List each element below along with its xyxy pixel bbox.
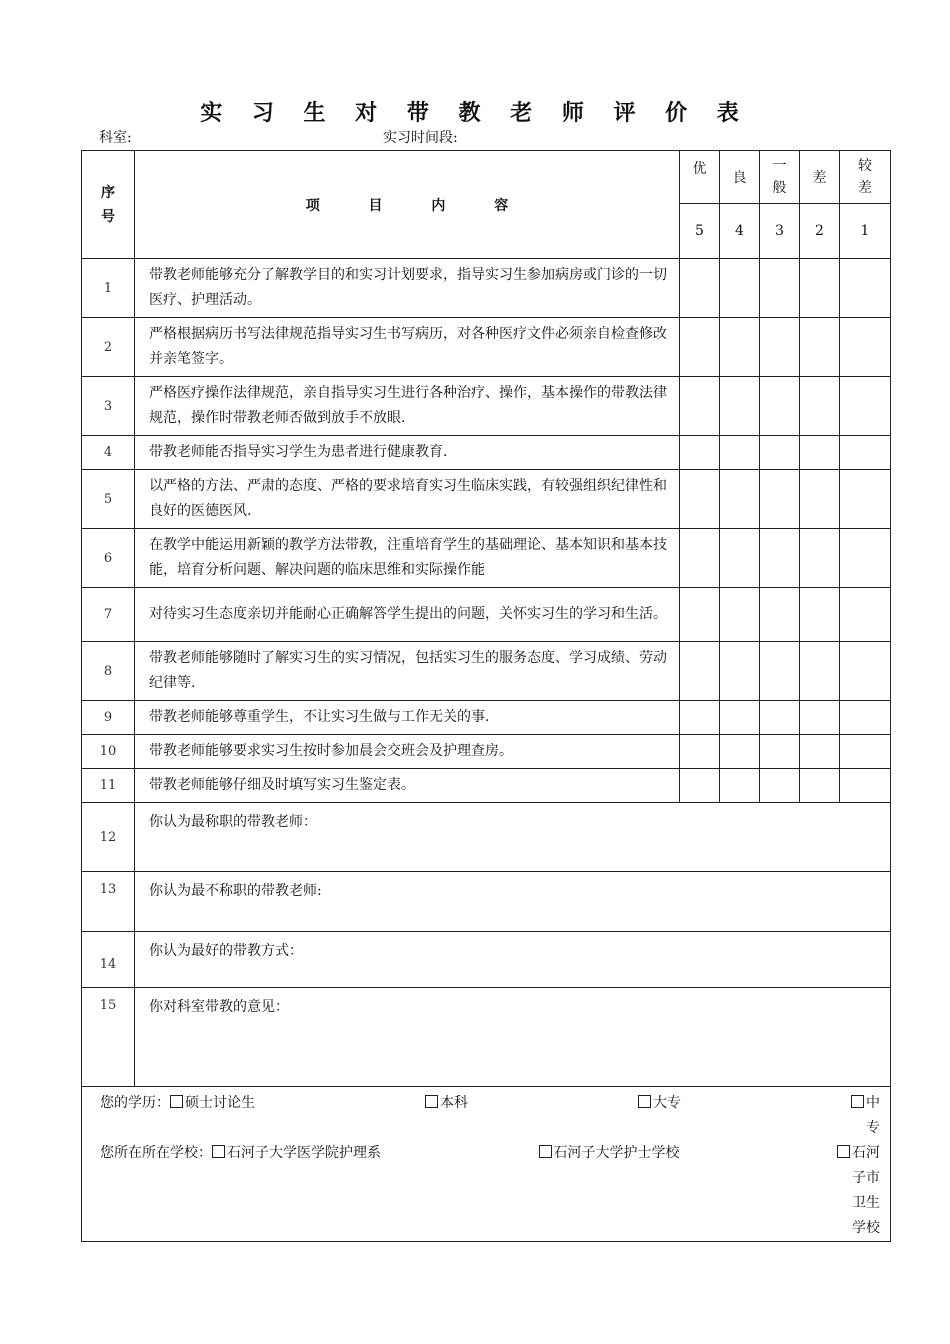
row-number: 15 [82, 988, 135, 1087]
grade-score-1: 1 [840, 204, 891, 259]
grade-cell[interactable] [840, 642, 891, 701]
open-question-row [82, 872, 891, 932]
grade-cell[interactable] [720, 769, 760, 803]
school-line [100, 1141, 880, 1241]
grade-cell[interactable] [840, 377, 891, 436]
grade-cell[interactable] [720, 470, 760, 529]
seq-header [82, 151, 135, 259]
checkbox[interactable] [539, 1145, 552, 1158]
grade-cell[interactable] [760, 588, 800, 642]
grade-cell[interactable] [800, 529, 840, 588]
grade-cell[interactable] [800, 377, 840, 436]
grade-cell[interactable] [840, 436, 891, 470]
grade-header-excellent: 优 [680, 151, 720, 204]
item-text: 严格医疗操作法律规范，亲自指导实习生进行各种治疗、操作，基本操作的带教法律规范，操作时带教老师否做到放手不放眼. [135, 377, 680, 436]
best-teaching-method-field[interactable] [135, 932, 891, 988]
row-number: 11 [82, 769, 135, 803]
grade-cell[interactable] [760, 769, 800, 803]
item-text: 带教老师能够充分了解教学目的和实习计划要求，指导实习生参加病房或门诊的一切医疗、护理活动。 [135, 259, 680, 318]
grade-cell[interactable] [680, 318, 720, 377]
grade-cell[interactable] [840, 735, 891, 769]
seq-header-label: 序号 [101, 184, 115, 225]
grade-cell[interactable] [760, 318, 800, 377]
grade-cell[interactable] [760, 377, 800, 436]
grade-score-3: 3 [760, 204, 800, 259]
grade-cell[interactable] [720, 701, 760, 735]
table-row [82, 735, 891, 769]
education-option[interactable]: 本科 [425, 1091, 468, 1141]
school-option[interactable]: 石河子大学护士学校 [539, 1141, 680, 1241]
row-number: 14 [82, 932, 135, 988]
item-text: 在教学中能运用新颖的教学方法带教，注重培育学生的基础理论、基本知识和基本技能，培育分析问题、解决问题的临床思维和实际操作能 [135, 529, 680, 588]
grade-header-good: 良 [720, 151, 760, 204]
footer-row [82, 1087, 891, 1242]
row-number: 10 [82, 735, 135, 769]
item-text: 带教老师能够要求实习生按时参加晨会交班会及护理查房。 [135, 735, 680, 769]
table-row [82, 588, 891, 642]
grade-cell[interactable] [840, 470, 891, 529]
grade-cell[interactable] [720, 529, 760, 588]
question-label: 你认为最称职的带教老师： [149, 814, 317, 830]
grade-cell[interactable] [720, 377, 760, 436]
grade-cell[interactable] [840, 769, 891, 803]
grade-cell[interactable] [680, 735, 720, 769]
evaluation-table [81, 150, 891, 1242]
checkbox[interactable] [837, 1145, 850, 1158]
checkbox[interactable] [638, 1095, 651, 1108]
row-number: 8 [82, 642, 135, 701]
table-row [82, 529, 891, 588]
grade-cell[interactable] [760, 529, 800, 588]
least-competent-teacher-field[interactable] [135, 872, 891, 932]
table-row [82, 318, 891, 377]
table-row [82, 769, 891, 803]
item-text: 带教老师能够尊重学生，不让实习生做与工作无关的事. [135, 701, 680, 735]
table-row [82, 470, 891, 529]
school-option[interactable]: 您所在所在学校： 石河子大学医学院护理系 [100, 1145, 381, 1161]
grade-header-average: 一般 [760, 151, 800, 204]
table-row [82, 377, 891, 436]
education-line [100, 1091, 880, 1141]
grade-cell[interactable] [760, 470, 800, 529]
row-number: 7 [82, 588, 135, 642]
grade-cell[interactable] [840, 701, 891, 735]
department-feedback-field[interactable] [135, 988, 891, 1087]
table-row [82, 259, 891, 318]
grade-cell[interactable] [720, 259, 760, 318]
open-question-row [82, 988, 891, 1087]
grade-score-4: 4 [720, 204, 760, 259]
grade-cell[interactable] [680, 436, 720, 470]
department-label: 科室: [99, 130, 132, 146]
grade-cell[interactable] [800, 318, 840, 377]
row-number: 5 [82, 470, 135, 529]
grade-cell[interactable] [680, 259, 720, 318]
grade-cell[interactable] [680, 642, 720, 701]
grade-cell[interactable] [800, 259, 840, 318]
grade-cell[interactable] [840, 529, 891, 588]
question-label: 你对科室带教的意见： [149, 999, 289, 1015]
grade-score-2: 2 [800, 204, 840, 259]
table-row [82, 642, 891, 701]
row-number: 13 [82, 872, 135, 932]
grade-cell[interactable] [720, 588, 760, 642]
open-question-row [82, 932, 891, 988]
item-text: 带教老师能否指导实习学生为患者进行健康教育. [135, 436, 680, 470]
grade-cell[interactable] [680, 588, 720, 642]
most-competent-teacher-field[interactable] [135, 803, 891, 872]
checkbox[interactable] [851, 1095, 864, 1108]
checkbox[interactable] [212, 1145, 225, 1158]
item-text: 带教老师能够仔细及时填写实习生鉴定表。 [135, 769, 680, 803]
row-number: 4 [82, 436, 135, 470]
grade-cell[interactable] [720, 436, 760, 470]
grade-cell[interactable] [720, 318, 760, 377]
open-question-row [82, 803, 891, 872]
item-text: 严格根据病历书写法律规范指导实习生书写病历，对各种医疗文件必须亲自检查修改并亲笔签字。 [135, 318, 680, 377]
grade-cell[interactable] [720, 735, 760, 769]
checkbox[interactable] [425, 1095, 438, 1108]
row-number: 2 [82, 318, 135, 377]
grade-cell[interactable] [800, 470, 840, 529]
grade-header-poor: 差 [800, 151, 840, 204]
grade-cell[interactable] [800, 436, 840, 470]
grade-header-very-poor: 较差 [840, 151, 891, 204]
grade-cell[interactable] [680, 377, 720, 436]
grade-cell[interactable] [760, 735, 800, 769]
grade-cell[interactable] [680, 470, 720, 529]
grade-cell[interactable] [800, 588, 840, 642]
grade-cell[interactable] [760, 642, 800, 701]
grade-cell[interactable] [680, 769, 720, 803]
grade-cell[interactable] [720, 642, 760, 701]
grade-cell[interactable] [800, 701, 840, 735]
item-text: 对待实习生态度亲切并能耐心正确解答学生提出的问题，关怀实习生的学习和生活。 [135, 588, 680, 642]
question-label: 你认为最不称职的带教老师: [149, 883, 322, 899]
grade-cell[interactable] [800, 642, 840, 701]
grade-cell[interactable] [680, 529, 720, 588]
grade-cell[interactable] [760, 436, 800, 470]
grade-cell[interactable] [760, 259, 800, 318]
grade-cell[interactable] [840, 588, 891, 642]
question-label: 你认为最好的带教方式： [149, 943, 303, 959]
table-row [82, 701, 891, 735]
school-label: 您所在所在学校： [100, 1145, 212, 1161]
grade-cell[interactable] [760, 701, 800, 735]
item-text: 以严格的方法、严肃的态度、严格的要求培育实习生临床实践，有较强组织纪律性和良好的医德医风. [135, 470, 680, 529]
item-text: 带教老师能够随时了解实习生的实习情况，包括实习生的服务态度、学习成绩、劳动纪律等. [135, 642, 680, 701]
grade-cell[interactable] [680, 701, 720, 735]
education-option[interactable]: 您的学历： 硕士讨论生 [100, 1095, 255, 1111]
footer-cell [82, 1087, 891, 1242]
education-option[interactable]: 中专 [851, 1091, 880, 1141]
education-option[interactable]: 大专 [638, 1091, 681, 1141]
form-title: 实 习 生 对 带 教 老 师 评 价 表 [200, 101, 750, 126]
content-header: 项 目 内 容 [135, 151, 680, 259]
grade-cell[interactable] [840, 318, 891, 377]
grade-cell[interactable] [800, 769, 840, 803]
grade-cell[interactable] [840, 259, 891, 318]
internship-period-label: 实习时间段: [383, 130, 458, 146]
grade-cell[interactable] [800, 735, 840, 769]
row-number: 12 [82, 803, 135, 872]
education-label: 您的学历： [100, 1095, 170, 1111]
grade-score-5: 5 [680, 204, 720, 259]
checkbox[interactable] [170, 1095, 183, 1108]
school-option[interactable]: 石河子市卫生学校 [837, 1141, 880, 1241]
row-number: 3 [82, 377, 135, 436]
row-number: 9 [82, 701, 135, 735]
table-row [82, 436, 891, 470]
row-number: 1 [82, 259, 135, 318]
row-number: 6 [82, 529, 135, 588]
